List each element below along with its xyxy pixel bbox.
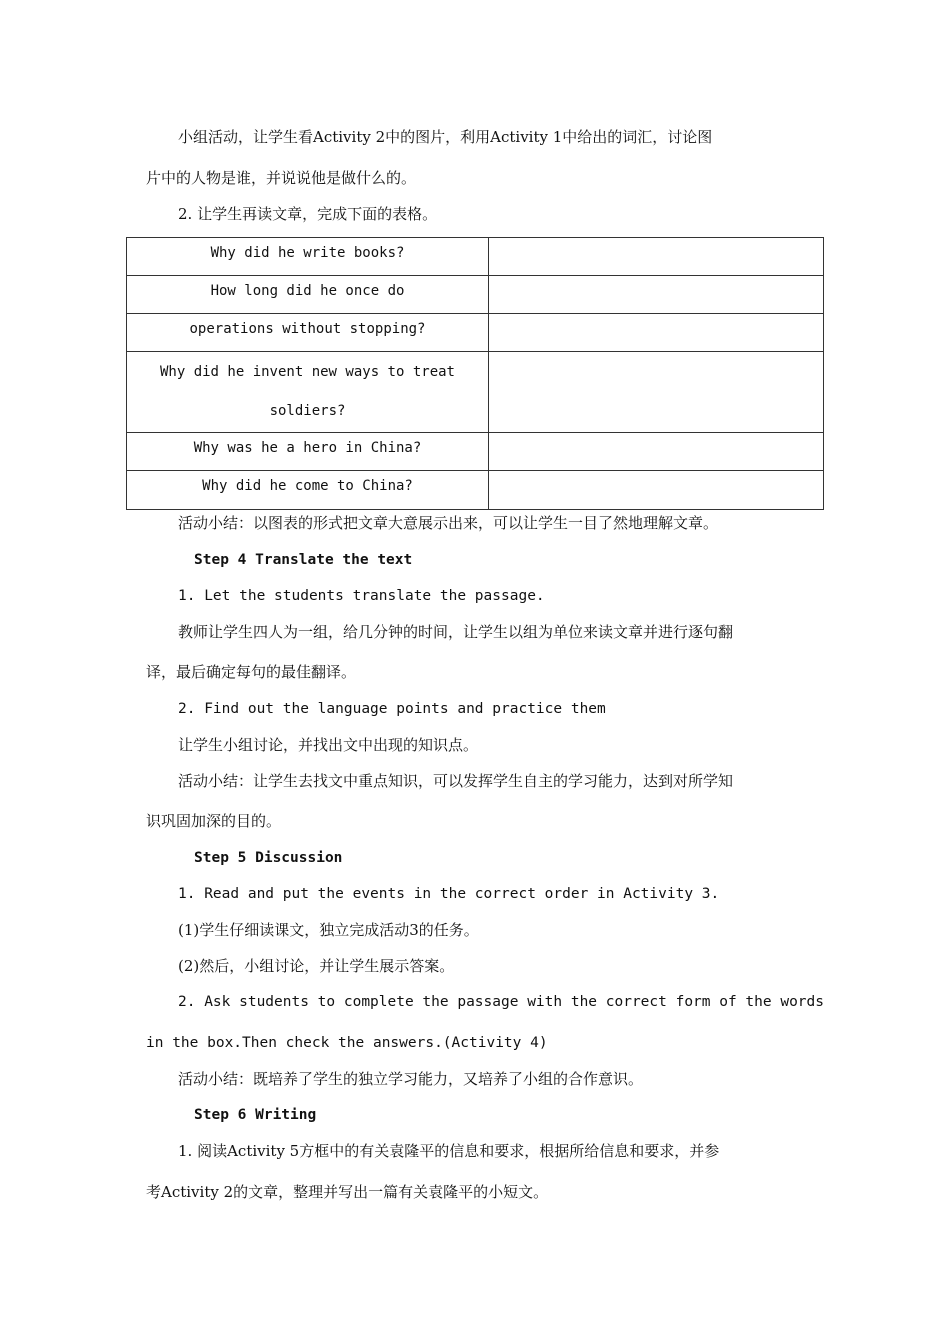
step-6-heading: Step 6 Writing [194,1107,317,1123]
step-6-item-1-line-1: 1. 阅读Activity 5方框中的有关袁隆平的信息和要求，根据所给信息和要求，并参 [178,1142,720,1160]
table-row [127,238,824,276]
answer-cell[interactable] [489,433,824,471]
question-cell: How long did he once do [127,276,489,314]
task-2-instruction: 2. 让学生再读文章，完成下面的表格。 [178,205,438,223]
step-4-item-2: 2. Find out the language points and practice them [178,701,606,717]
intro-line-2: 片中的人物是谁，并说说他是做什么的。 [146,169,417,187]
question-cell: operations without stopping? [127,314,489,352]
step-4-item-2-cn: 让学生小组讨论，并找出文中出现的知识点。 [178,736,479,754]
table-row [127,314,824,352]
answer-cell[interactable] [489,276,824,314]
step-4-summary-line-2: 识巩固加深的目的。 [146,812,282,830]
answer-cell[interactable] [489,238,824,276]
step-5-sub-1: (1)学生仔细读课文，独立完成活动3的任务。 [178,921,479,939]
question-cell: Why did he come to China? [127,471,489,510]
step-4-heading: Step 4 Translate the text [194,552,413,568]
table-row [127,471,824,510]
answer-cell[interactable] [489,314,824,352]
step-5-item-2-line-1: 2. Ask students to complete the passage with the correct form of the words [178,994,825,1010]
table-row [127,433,824,471]
answer-cell[interactable] [489,352,824,433]
step-4-item-1-cn-line-2: 译，最后确定每句的最佳翻译。 [146,663,357,681]
step-4-summary-line-1: 活动小结：让学生去找文中重点知识，可以发挥学生自主的学习能力，达到对所学知 [178,772,734,790]
step-6-item-1-line-2: 考Activity 2的文章，整理并写出一篇有关袁隆平的小短文。 [146,1183,549,1201]
step-4-item-1: 1. Let the students translate the passage. [178,588,545,604]
step-5-sub-2: (2)然后，小组讨论，并让学生展示答案。 [178,957,455,975]
question-cell: Why was he a hero in China? [127,433,489,471]
table-row [127,276,824,314]
step-4-item-1-cn-line-1: 教师让学生四人为一组，给几分钟的时间，让学生以组为单位来读文章并进行逐句翻 [178,623,734,641]
table-row [127,352,824,433]
question-cell: Why did he invent new ways to treat soldiers? [127,352,489,433]
step-5-item-1: 1. Read and put the events in the correct order in Activity 3. [178,886,720,902]
question-cell: Why did he write books? [127,238,489,276]
step-5-item-2-line-2: in the box.Then check the answers.(Activity 4) [146,1035,548,1051]
intro-line-1: 小组活动，让学生看Activity 2中的图片，利用Activity 1中给出的词汇，讨论图 [178,128,713,146]
question-table [126,237,824,510]
summary-table: 活动小结：以图表的形式把文章大意展示出来，可以让学生一目了然地理解文章。 [178,514,719,532]
step-5-summary: 活动小结：既培养了学生的独立学习能力，又培养了小组的合作意识。 [178,1070,644,1088]
step-5-heading: Step 5 Discussion [194,850,343,866]
answer-cell[interactable] [489,471,824,510]
